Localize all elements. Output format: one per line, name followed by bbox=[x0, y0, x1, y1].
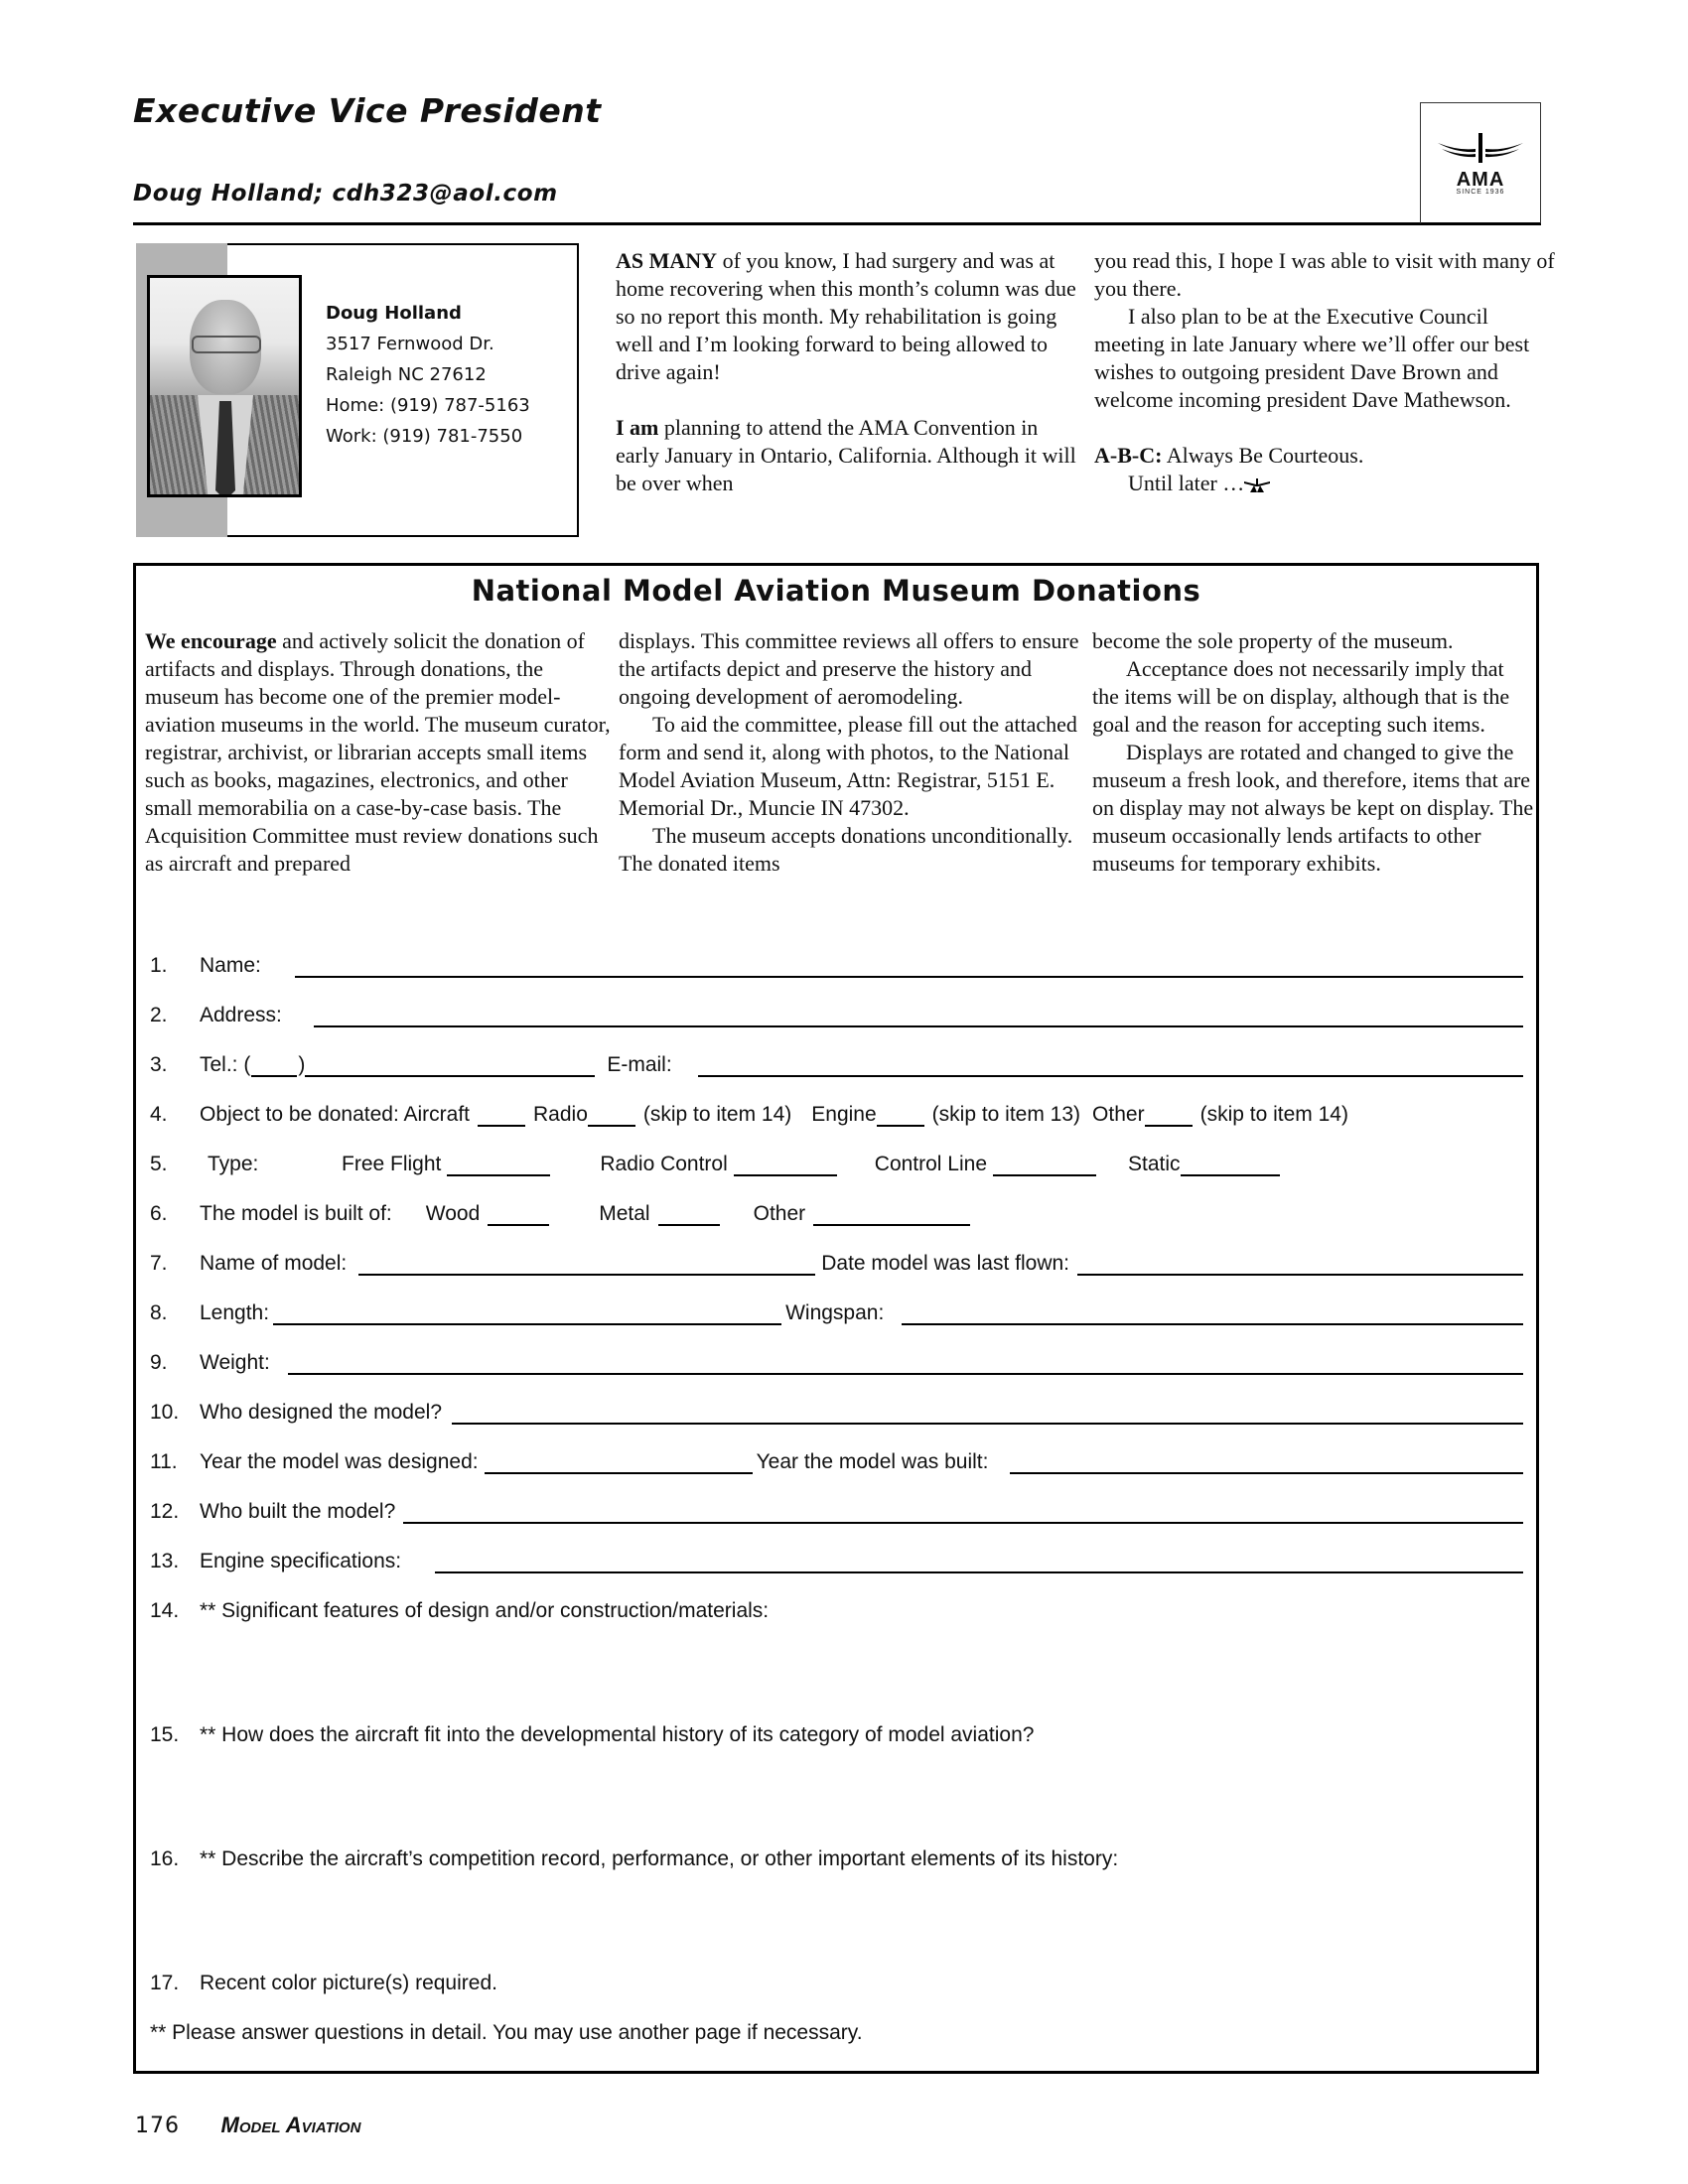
item-label: Engine bbox=[811, 1103, 877, 1126]
item-label: Static bbox=[1128, 1153, 1181, 1175]
item-number: 7. bbox=[150, 1252, 168, 1275]
header-divider bbox=[133, 222, 1541, 225]
item-label: Radio Control bbox=[600, 1153, 728, 1175]
name-field[interactable] bbox=[295, 956, 1523, 978]
year-designed-field[interactable] bbox=[485, 1452, 753, 1474]
history-answer-area[interactable] bbox=[199, 1752, 1519, 1842]
page-footer bbox=[135, 2113, 360, 2138]
area-code-field[interactable] bbox=[251, 1055, 297, 1077]
form-item-weight bbox=[150, 1345, 1527, 1375]
item-label: Year the model was designed: bbox=[200, 1450, 479, 1473]
bio-work-phone: Work: (919) 781-7550 bbox=[326, 426, 523, 447]
builder-field[interactable] bbox=[403, 1502, 1523, 1524]
item-label: ** How does the aircraft fit into the developmental history of its category of model aviation? bbox=[200, 1723, 1035, 1746]
ama-wings-icon bbox=[1436, 131, 1525, 171]
donation-column-1 bbox=[145, 627, 612, 878]
engine-specs-field[interactable] bbox=[435, 1552, 1523, 1573]
static-field[interactable] bbox=[1181, 1155, 1280, 1176]
donation-paragraph-1: and actively solicit the donation of artifacts and displays. Through donations, the museum has become one of the premier model-aviation museums in the world. The museum curator, registrar, archivist, or librarian accepts small items such as books, magazines, electronics, and other small memorabilia on a case-by-case basis. The Acquisition Committee must review donations such as aircraft and prepared bbox=[145, 628, 611, 876]
bio-home-phone: Home: (919) 787-5163 bbox=[326, 395, 530, 416]
author-byline: Doug Holland; cdh323@aol.com bbox=[133, 181, 558, 206]
model-name-field[interactable] bbox=[358, 1254, 815, 1276]
item-number: 6. bbox=[150, 1202, 168, 1225]
article-paragraph-4: Always Be Courteous. bbox=[1162, 443, 1364, 468]
metal-field[interactable] bbox=[658, 1204, 720, 1226]
donation-paragraph-1-cont: displays. This committee reviews all offers to ensure the artifacts depict and preserve the history and ongoing development of aeromodeling. bbox=[619, 628, 1079, 709]
item-number: 3. bbox=[150, 1053, 168, 1076]
article-column-2 bbox=[1094, 247, 1561, 497]
engine-checkbox-field[interactable] bbox=[877, 1105, 924, 1127]
item-number: 15. bbox=[150, 1723, 180, 1746]
signoff: Until later … bbox=[1128, 471, 1245, 495]
item-label: Other bbox=[1092, 1103, 1145, 1126]
form-item-features bbox=[150, 1593, 1527, 1623]
item-number: 13. bbox=[150, 1550, 180, 1572]
item-label: Type: bbox=[208, 1153, 259, 1175]
length-field[interactable] bbox=[273, 1303, 781, 1325]
last-flown-date-field[interactable] bbox=[1077, 1254, 1523, 1276]
bio-contact bbox=[326, 298, 530, 452]
item-number: 16. bbox=[150, 1847, 180, 1870]
form-item-engine-specs bbox=[150, 1544, 1527, 1573]
lead-i-am: I am bbox=[616, 415, 659, 440]
item-label: Who built the model? bbox=[200, 1500, 396, 1523]
item-label: Address: bbox=[200, 1004, 282, 1026]
donation-column-3 bbox=[1092, 627, 1534, 878]
article-paragraph-2-cont: you read this, I hope I was able to visit with many of you there. bbox=[1094, 248, 1555, 301]
bio-address-line2: Raleigh NC 27612 bbox=[326, 364, 487, 385]
item-label: Object to be donated: Aircraft bbox=[200, 1103, 470, 1126]
address-field[interactable] bbox=[314, 1006, 1523, 1027]
wingspan-field[interactable] bbox=[902, 1303, 1523, 1325]
item-label: E-mail: bbox=[607, 1053, 672, 1076]
donation-paragraph-3: The museum accepts donations unconditionally. The donated items bbox=[619, 823, 1073, 876]
item-label: Length: bbox=[200, 1301, 270, 1324]
form-item-phone-email bbox=[150, 1047, 1527, 1077]
form-item-name bbox=[150, 948, 1527, 978]
wood-field[interactable] bbox=[488, 1204, 549, 1226]
competition-answer-area[interactable] bbox=[199, 1876, 1519, 1966]
item-label: ) bbox=[298, 1053, 306, 1076]
item-number: 10. bbox=[150, 1401, 180, 1424]
skip-note: (skip to item 14) bbox=[1199, 1103, 1348, 1126]
item-number: 2. bbox=[150, 1004, 168, 1026]
item-label: Other bbox=[753, 1202, 806, 1225]
bio-address-line1: 3517 Fernwood Dr. bbox=[326, 334, 494, 354]
skip-note: (skip to item 14) bbox=[642, 1103, 792, 1126]
item-number: 5. bbox=[150, 1153, 168, 1175]
form-item-history bbox=[150, 1717, 1527, 1747]
item-number: 8. bbox=[150, 1301, 168, 1324]
item-label: Wood bbox=[425, 1202, 481, 1225]
donation-paragraph-3-cont: become the sole property of the museum. bbox=[1092, 628, 1454, 653]
skip-note: (skip to item 13) bbox=[931, 1103, 1081, 1126]
form-item-materials bbox=[150, 1196, 1527, 1226]
phone-field[interactable] bbox=[305, 1055, 595, 1077]
form-item-designer bbox=[150, 1395, 1527, 1425]
form-item-pictures bbox=[150, 1966, 1527, 1995]
form-item-object-type bbox=[150, 1097, 1527, 1127]
donation-paragraph-2: To aid the committee, please fill out the attached form and send it, along with photos, to the National Model Aviation Museum, Attn: Registrar, 5151 E. Memorial Dr., Muncie IN 47302. bbox=[619, 712, 1077, 820]
item-label: ** Significant features of design and/or construction/materials: bbox=[200, 1599, 770, 1622]
logo-since: SINCE 1936 bbox=[1456, 189, 1505, 196]
form-note bbox=[150, 2015, 1527, 2045]
free-flight-field[interactable] bbox=[447, 1155, 550, 1176]
article-paragraph-1: of you know, I had surgery and was at home recovering when this month’s column was due so no report this month. My rehabilitation is going well and I’m looking forward to being allowed to drive again! bbox=[616, 248, 1076, 384]
donation-paragraph-4: Acceptance does not necessarily imply that the items will be on display, although that is the goal and the reason for accepting such items. bbox=[1092, 656, 1510, 737]
form-item-model-type bbox=[150, 1147, 1527, 1176]
item-label: Tel.: ( bbox=[200, 1053, 251, 1076]
item-label: Weight: bbox=[200, 1351, 270, 1374]
item-label: Engine specifications: bbox=[200, 1550, 402, 1572]
donation-column-2 bbox=[619, 627, 1080, 878]
item-label: ** Describe the aircraft’s competition record, performance, or other important elements of its history: bbox=[200, 1847, 1119, 1870]
bio-name: Doug Holland bbox=[326, 303, 462, 324]
item-label: Who designed the model? bbox=[200, 1401, 442, 1424]
other-checkbox-field[interactable] bbox=[1145, 1105, 1193, 1127]
item-label: Year the model was built: bbox=[756, 1450, 989, 1473]
ama-logo bbox=[1420, 102, 1541, 223]
lead-as-many: AS MANY bbox=[616, 248, 718, 273]
lead-we-encourage: We encourage bbox=[145, 628, 277, 653]
item-label: Recent color picture(s) required. bbox=[200, 1972, 497, 1994]
ama-mini-logo-icon bbox=[1244, 478, 1270, 492]
item-label: Name: bbox=[200, 954, 261, 977]
form-item-length-wingspan bbox=[150, 1296, 1527, 1325]
control-line-field[interactable] bbox=[993, 1155, 1096, 1176]
donation-title: National Model Aviation Museum Donations bbox=[471, 574, 1201, 608]
aircraft-checkbox-field[interactable] bbox=[478, 1105, 525, 1127]
item-label: Metal bbox=[599, 1202, 650, 1225]
form-footnote: ** Please answer questions in detail. You may use another page if necessary. bbox=[150, 2021, 863, 2044]
radio-checkbox-field[interactable] bbox=[588, 1105, 635, 1127]
item-number: 4. bbox=[150, 1103, 168, 1126]
item-label: Name of model: bbox=[200, 1252, 348, 1275]
lead-abc: A-B-C: bbox=[1094, 443, 1163, 468]
features-answer-area[interactable] bbox=[199, 1628, 1519, 1717]
item-label: Date model was last flown: bbox=[821, 1252, 1070, 1275]
other-material-field[interactable] bbox=[813, 1204, 970, 1226]
item-number: 1. bbox=[150, 954, 168, 977]
item-label: Radio bbox=[533, 1103, 588, 1126]
page-title: Executive Vice President bbox=[133, 91, 602, 130]
item-number: 14. bbox=[150, 1599, 180, 1622]
page-number: 176 bbox=[135, 2114, 180, 2138]
magazine-name: Model Aviation bbox=[220, 2113, 361, 2137]
designer-field[interactable] bbox=[452, 1403, 1523, 1425]
weight-field[interactable] bbox=[288, 1353, 1523, 1375]
year-built-field[interactable] bbox=[1010, 1452, 1523, 1474]
form-item-builder bbox=[150, 1494, 1527, 1524]
author-photo bbox=[147, 275, 302, 497]
form-item-model-name-date bbox=[150, 1246, 1527, 1276]
logo-text: AMA bbox=[1456, 169, 1505, 191]
radio-control-field[interactable] bbox=[734, 1155, 837, 1176]
form-item-years bbox=[150, 1444, 1527, 1474]
item-label: Wingspan: bbox=[785, 1301, 885, 1324]
email-field[interactable] bbox=[698, 1055, 1523, 1077]
item-label: The model is built of: bbox=[200, 1202, 392, 1225]
item-label: Control Line bbox=[874, 1153, 988, 1175]
item-number: 11. bbox=[150, 1450, 178, 1473]
article-paragraph-2: planning to attend the AMA Convention in early January in Ontario, California. Although it will be over when bbox=[616, 415, 1076, 495]
form-item-address bbox=[150, 998, 1527, 1027]
item-number: 9. bbox=[150, 1351, 168, 1374]
item-number: 17. bbox=[150, 1972, 180, 1994]
donation-paragraph-5: Displays are rotated and changed to give the museum a fresh look, and therefore, items that are on display may not always be kept on display. The museum occasionally lends artifacts to other museums for temporary exhibits. bbox=[1092, 740, 1534, 876]
article-paragraph-3: I also plan to be at the Executive Council meeting in late January where we’ll offer our best wishes to outgoing president Dave Brown and welcome incoming president Dave Mathewson. bbox=[1094, 304, 1530, 412]
form-item-competition bbox=[150, 1842, 1527, 1871]
article-column-1 bbox=[616, 247, 1082, 497]
item-label: Free Flight bbox=[342, 1153, 442, 1175]
item-number: 12. bbox=[150, 1500, 180, 1523]
